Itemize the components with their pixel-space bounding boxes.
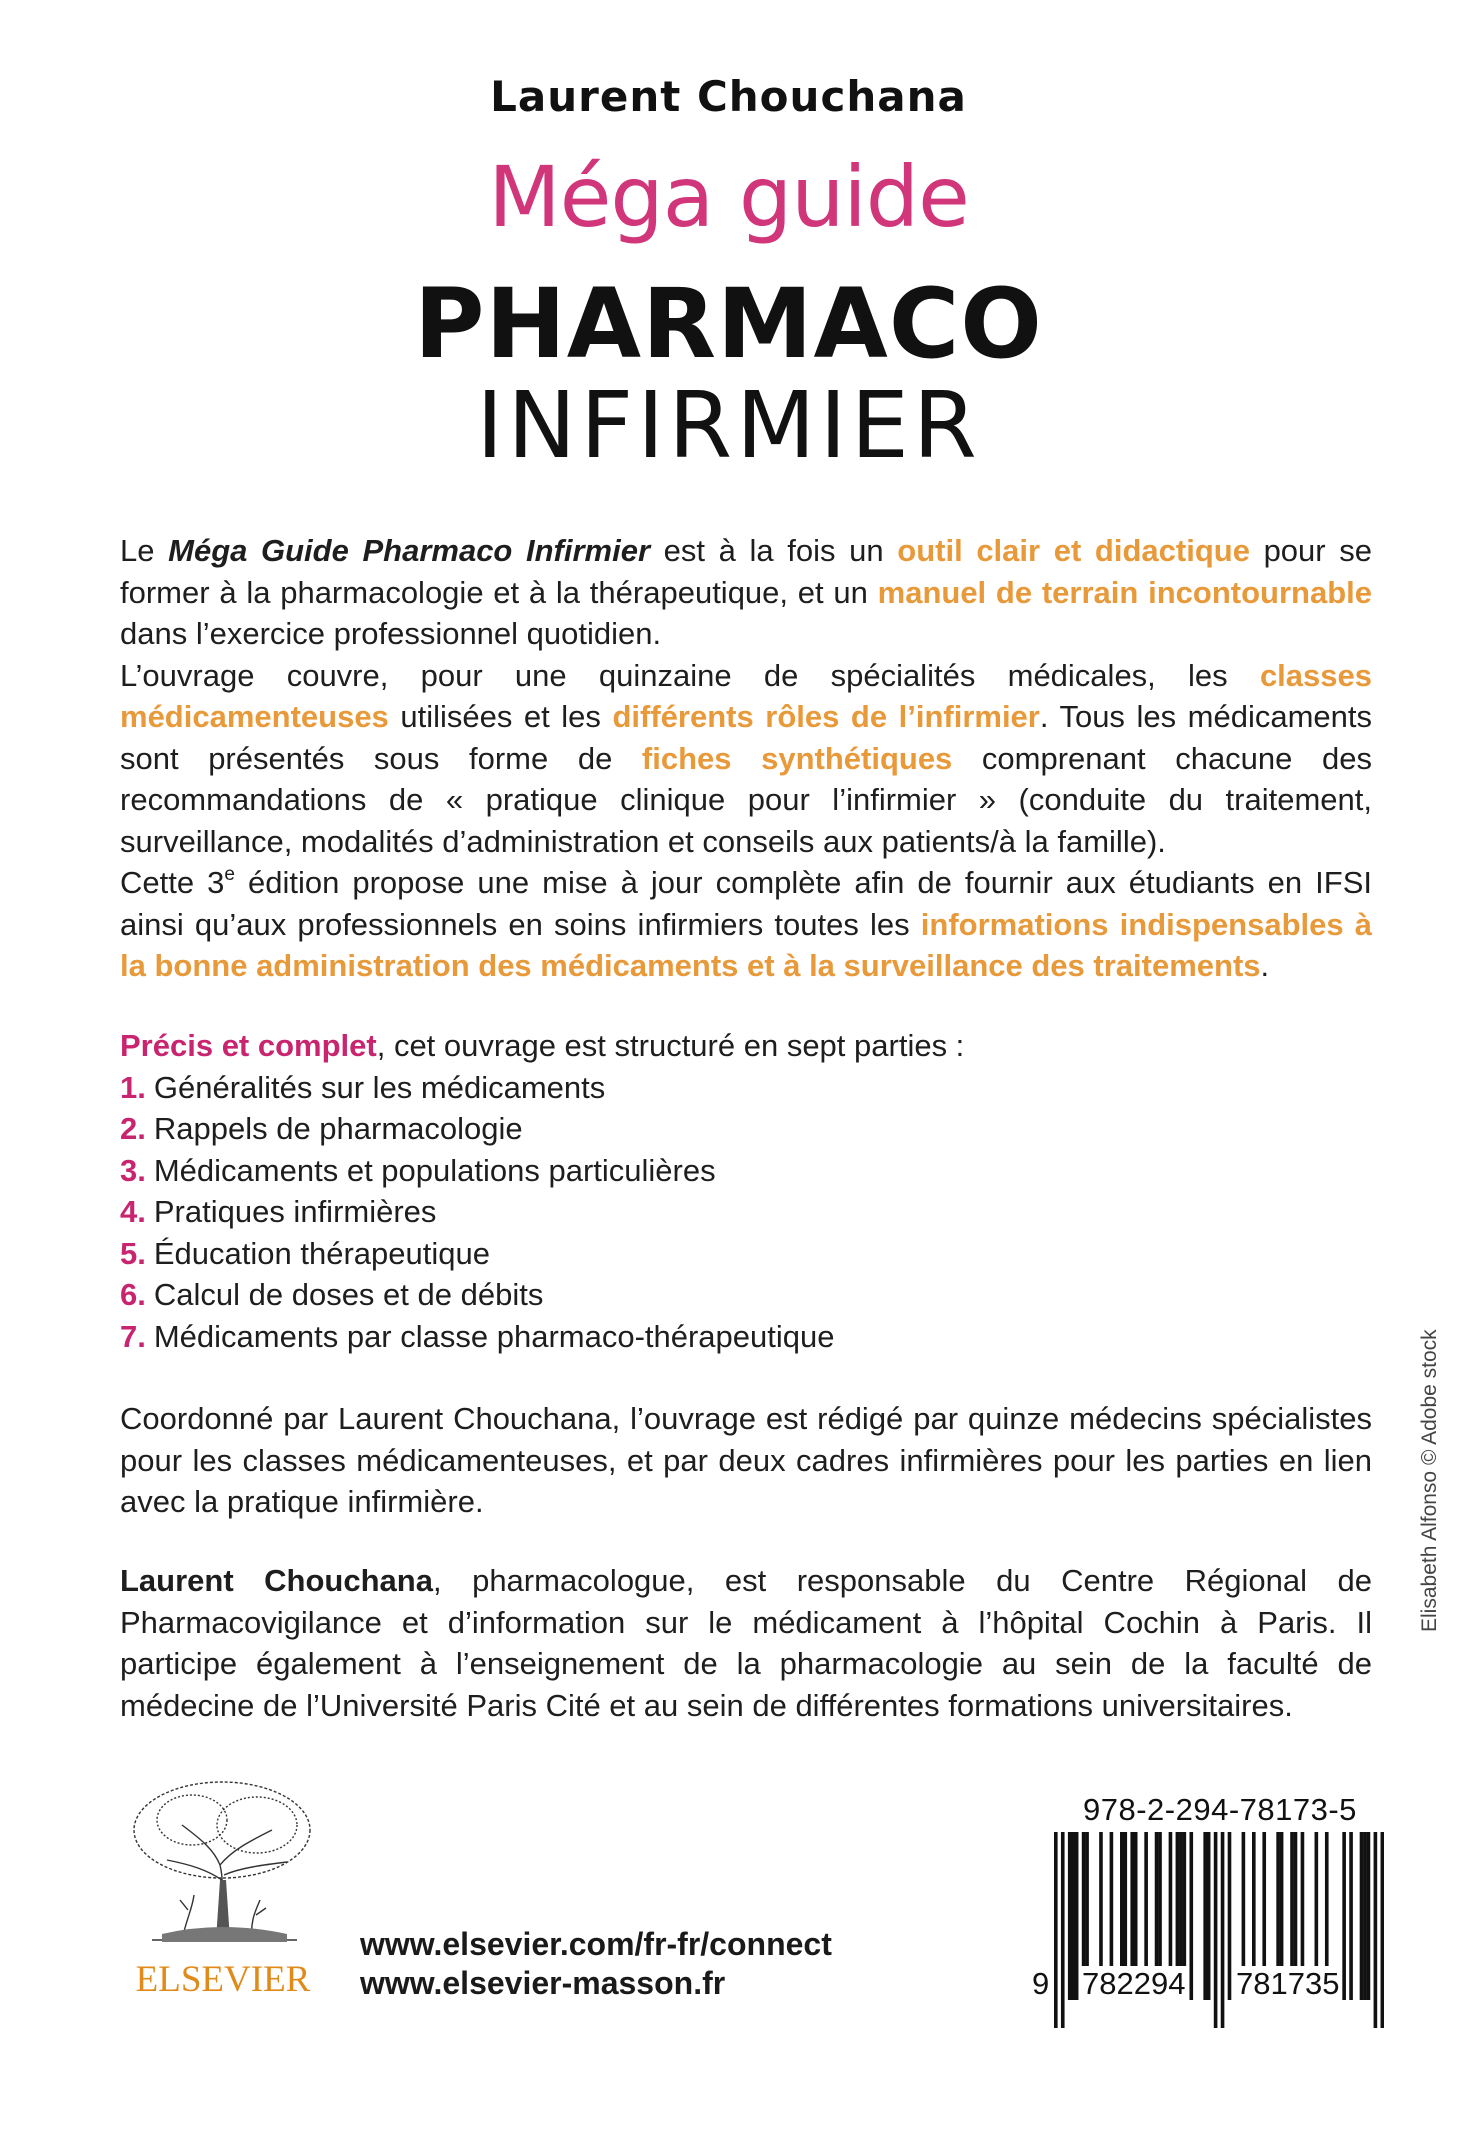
- list-item: [120, 1191, 1372, 1233]
- highlight: manuel de terrain incontournable: [877, 574, 1372, 610]
- text: Cette 3: [120, 865, 225, 900]
- highlight: différents rôles de l’infirmier: [612, 699, 1040, 734]
- text: L’ouvrage couvre, pour une quinzaine de spécialités médicales, les: [120, 657, 1260, 693]
- barcode-bar: [1189, 1832, 1193, 2000]
- photo-credit-text: Elisabeth Alfonso © Adobe stock: [1418, 1329, 1441, 1632]
- list-text: Généralités sur les médicaments: [153, 1069, 606, 1105]
- elsevier-tree-logo: [122, 1770, 322, 1950]
- publisher-url-connect[interactable]: www.elsevier.com/fr-fr/connect: [360, 1926, 832, 1962]
- intro-paragraph-2: [120, 655, 1372, 863]
- list-text: Éducation thérapeutique: [153, 1235, 490, 1271]
- intro-paragraph-3: [120, 862, 1372, 987]
- list-number: 1.: [120, 1069, 146, 1105]
- parts-section: [120, 1025, 1372, 1357]
- list-text: Calcul de doses et de débits: [153, 1277, 544, 1312]
- barcode-bar: [1349, 1832, 1353, 2000]
- barcode-bar: [1360, 1832, 1364, 2000]
- barcode-digit-first: 9: [1032, 1966, 1050, 2001]
- text: .: [1260, 948, 1270, 983]
- isbn-text: 978-2-294-78173-5: [1083, 1792, 1357, 1827]
- publisher-url-masson[interactable]: www.elsevier-masson.fr: [360, 1965, 726, 2001]
- intro-section: [120, 530, 1372, 987]
- highlight: Précis et complet: [120, 1028, 377, 1063]
- list-number: 4.: [120, 1194, 146, 1229]
- barcode-digits-right: 781735: [1236, 1966, 1340, 2001]
- text: pour se former à la pharmacologie et à la thérapeutique, et un: [120, 533, 1372, 610]
- barcode-bar: [1363, 1832, 1367, 2000]
- highlight: fiches synthétiques: [641, 740, 953, 776]
- text: utilisées et les: [388, 699, 613, 734]
- list-text: Médicaments par classe pharmaco-thérapeutique: [153, 1318, 835, 1354]
- list-number: 6.: [120, 1277, 146, 1312]
- list-number: 5.: [120, 1235, 146, 1271]
- barcode-bar: [1054, 1832, 1058, 2028]
- barcode-bar: [1221, 1832, 1225, 2028]
- barcode-bar: [1214, 1832, 1218, 2028]
- list-text: Pratiques infirmières: [153, 1194, 437, 1229]
- superscript: e: [224, 863, 235, 885]
- parts-list: [120, 1067, 1372, 1358]
- list-text: Rappels de pharmacologie: [153, 1111, 523, 1146]
- barcode-bar: [1061, 1832, 1065, 2028]
- barcode-bar: [1071, 1832, 1075, 2000]
- author-name: Laurent Chouchana: [490, 72, 967, 121]
- bio-text: , pharmacologue, est responsable du Centre Régional de Pharmacovigilance et d’information sur le médicament à l’hôpital Cochin à Paris. Il participe également à l’enseignement de la pharmacologie au sein de la faculté de médecine de l’Université Paris Cité et au sein de différentes formations universitaires.: [120, 1563, 1372, 1723]
- list-item: [120, 1067, 1372, 1109]
- list-number: 3.: [120, 1152, 146, 1188]
- barcode-bar: [1381, 1832, 1384, 2028]
- text: . Tous les médicaments sont présentés sous forme de: [120, 699, 1372, 776]
- barcode-bar: [1068, 1832, 1072, 2000]
- title-infirmier: INFIRMIER: [476, 372, 981, 479]
- barcode-digits-left: 782294: [1082, 1966, 1186, 2001]
- text: est à la fois un: [650, 533, 898, 568]
- parts-lead: [120, 1025, 1372, 1067]
- list-item: [120, 1274, 1372, 1316]
- barcode-bar: [1207, 1832, 1211, 2000]
- elsevier-wordmark: ELSEVIER: [135, 1959, 311, 2000]
- author-bio: [120, 1560, 1372, 1726]
- highlight: outil clair et didactique: [897, 533, 1250, 568]
- list-number: 2.: [120, 1111, 146, 1146]
- text: dans l’exercice professionnel quotidien.: [120, 616, 662, 651]
- barcode-bar: [1075, 1832, 1079, 2000]
- text: édition propose une mise à jour complète afin de fournir aux étudiants en IFSI ainsi qu’aux professionnels en soins infirmiers toutes les: [120, 865, 1372, 942]
- list-item: [120, 1233, 1372, 1275]
- text: comprenant chacune des recommandations de « pratique clinique pour l’infirmier » (conduite du traitement, surveillance, modalités d’administration et conseils aux patients/à la famille).: [120, 740, 1372, 859]
- highlight: classes médicamenteuses: [120, 657, 1372, 734]
- bio-name: Laurent Chouchana: [120, 1563, 433, 1598]
- title-mega-guide: Méga guide: [488, 148, 969, 246]
- coordination-paragraph: Coordonné par Laurent Chouchana, l’ouvrage est rédigé par quinze médecins spécialistes pour les classes médicamenteuses, et par deux cadres infirmières pour les parties en lien avec la pratique infirmière.: [120, 1401, 1372, 1519]
- barcode-bar: [1342, 1832, 1346, 2000]
- list-item: [120, 1316, 1372, 1358]
- highlight: informations indispensables à la bonne administration des médicaments et à la surveillance des traitements: [120, 906, 1372, 983]
- text: Le: [120, 533, 169, 568]
- intro-paragraph-1: [120, 530, 1372, 655]
- barcode-bar: [1374, 1832, 1378, 2028]
- barcode-bar: [1203, 1832, 1207, 2000]
- list-item: [120, 1108, 1372, 1150]
- barcode-bar: [1367, 1832, 1371, 2000]
- text: , cet ouvrage est structuré en sept parties :: [376, 1028, 965, 1063]
- list-text: Médicaments et populations particulières: [153, 1152, 716, 1188]
- list-item: [120, 1150, 1372, 1192]
- barcode-bar: [1228, 1832, 1232, 2000]
- title-pharmaco: PHARMACO: [414, 268, 1043, 380]
- book-title-inline: Méga Guide Pharmaco Infirmier: [168, 533, 651, 568]
- list-number: 7.: [120, 1318, 146, 1354]
